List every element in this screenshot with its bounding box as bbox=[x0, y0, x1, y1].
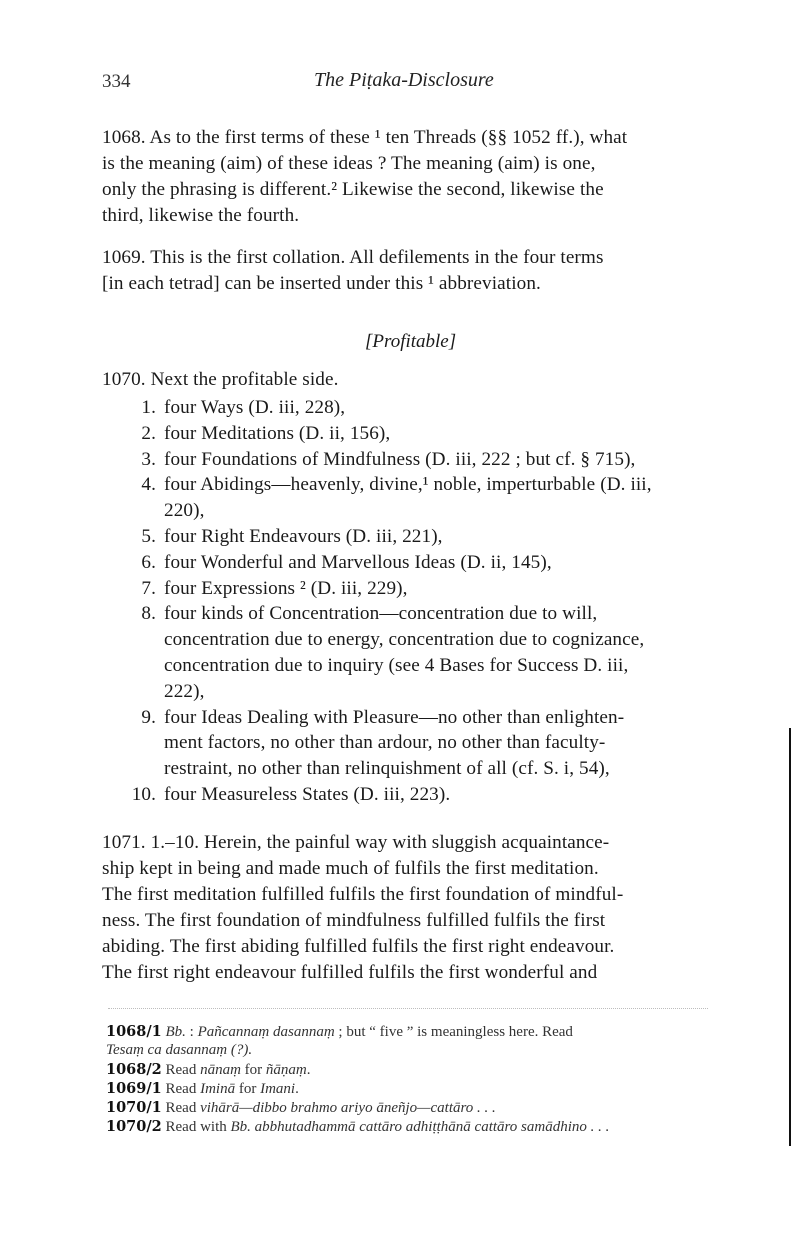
section-subheading: [Profitable] bbox=[365, 331, 457, 352]
footnote-text: for bbox=[235, 1081, 261, 1097]
running-title: The Piṭaka-Disclosure bbox=[314, 69, 494, 91]
list-item-text: 220), bbox=[164, 500, 205, 522]
footnote-italic-text: Pañcannaṃ dasannaṃ bbox=[197, 1024, 335, 1040]
footnote-italic-text: nānaṃ bbox=[200, 1062, 241, 1078]
footnote bbox=[106, 1117, 609, 1137]
list-item-text: four Foundations of Mindfulness (D. iii, 222 ; but cf. § 715), bbox=[164, 448, 636, 470]
list-item-continuation bbox=[164, 730, 605, 756]
footnote bbox=[106, 1060, 311, 1080]
list-item bbox=[126, 782, 450, 808]
list-item-number: 9. bbox=[141, 706, 156, 728]
list-item-continuation bbox=[164, 627, 644, 653]
footnote-ref: 1070/2 bbox=[106, 1118, 162, 1135]
list-item bbox=[126, 472, 652, 498]
list-item-text: four Measureless States (D. iii, 223). bbox=[164, 784, 451, 805]
footnote-italic-text: Imani bbox=[260, 1081, 296, 1097]
list-item-text: four Ideas Dealing with Pleasure—no other than enlighten- bbox=[164, 706, 625, 728]
list-item-text: 222), bbox=[164, 680, 205, 702]
footnote bbox=[106, 1079, 299, 1099]
paragraph-line: only the phrasing is different.² Likewise the second, likewise the bbox=[102, 179, 604, 200]
footnote-text: . bbox=[295, 1081, 299, 1097]
footnote-italic-text: Bb. bbox=[165, 1024, 186, 1040]
footnote-text: Read bbox=[161, 1100, 201, 1116]
list-item-text: four Ways (D. iii, 228), bbox=[164, 397, 346, 418]
page-number: 334 bbox=[102, 71, 131, 92]
footnote-text: . bbox=[306, 1062, 311, 1078]
paragraph-line: 1069. This is the first collation. All defilements in the four terms bbox=[102, 247, 604, 268]
list-item-text: four Right Endeavours (D. iii, 221), bbox=[164, 526, 443, 547]
list-item-text: ment factors, no other than ardour, no other than faculty- bbox=[164, 732, 606, 754]
list-item-number: 3. bbox=[141, 448, 156, 470]
list-item-text: four kinds of Concentration—concentration due to will, bbox=[164, 603, 598, 625]
list-item bbox=[126, 576, 408, 602]
list-item bbox=[126, 524, 443, 550]
list-item-text: four Meditations (D. ii, 156), bbox=[164, 422, 391, 444]
list-item bbox=[126, 447, 635, 473]
footnote-text: Read with bbox=[161, 1119, 231, 1135]
footnote-ref: 1070/1 bbox=[106, 1099, 162, 1116]
paragraph-line: is the meaning (aim) of these ideas ? The meaning (aim) is one, bbox=[102, 153, 596, 174]
footnote-ref: 1069/1 bbox=[106, 1080, 162, 1097]
list-item-continuation bbox=[164, 756, 610, 782]
footnote-divider bbox=[108, 1008, 708, 1009]
list-item bbox=[126, 395, 345, 421]
footnote-italic-text: vihārā—dibbo brahmo ariyo āneñjo—cattāro . . . bbox=[200, 1100, 496, 1116]
paragraph-line: abiding. The first abiding fulfilled fulfils the first right endeavour. bbox=[102, 936, 615, 957]
list-item-number: 2. bbox=[141, 422, 156, 444]
list-item-number: 8. bbox=[141, 603, 156, 625]
paragraph-line: 1068. As to the first terms of these ¹ ten Threads (§§ 1052 ff.), what bbox=[102, 127, 628, 148]
list-item-continuation bbox=[164, 679, 204, 705]
paragraph-line: ness. The first foundation of mindfulness fulfilled fulfils the first bbox=[102, 910, 606, 931]
footnote-text: Read bbox=[161, 1081, 201, 1097]
list-item-text: four Expressions ² (D. iii, 229), bbox=[164, 577, 408, 599]
list-item bbox=[126, 550, 552, 576]
list-item bbox=[126, 421, 390, 447]
footnote-continuation: Tesaṃ ca dasannaṃ (?). bbox=[106, 1042, 253, 1058]
list-item-continuation bbox=[164, 498, 204, 524]
paragraph-line: third, likewise the fourth. bbox=[102, 205, 300, 226]
paragraph-intro: 1070. Next the profitable side. bbox=[102, 369, 339, 390]
scan-edge-shadow bbox=[789, 728, 791, 1146]
footnote-text: for bbox=[240, 1062, 266, 1078]
footnote-text: Read bbox=[161, 1062, 201, 1078]
list-item-text: four Wonderful and Marvellous Ideas (D. ii, 145), bbox=[164, 551, 552, 573]
paragraph-line: 1071. 1.–10. Herein, the painful way with sluggish acquaintance- bbox=[102, 832, 610, 853]
list-item-number: 1. bbox=[141, 397, 156, 418]
footnote-italic-text: ñāṇaṃ bbox=[265, 1062, 307, 1078]
list-item-number: 10. bbox=[131, 784, 156, 805]
footnote-italic-text: abbhutadhammā cattāro adhiṭṭhānā cattāro samādhino . . . bbox=[254, 1119, 610, 1135]
paragraph-line: [in each tetrad] can be inserted under this ¹ abbreviation. bbox=[102, 273, 541, 294]
list-item-text: restraint, no other than relinquishment of all (cf. S. i, 54), bbox=[164, 758, 610, 780]
list-item-text: concentration due to inquiry (see 4 Bases for Success D. iii, bbox=[164, 655, 629, 676]
footnote-text: : bbox=[185, 1024, 198, 1040]
list-item-text: concentration due to energy, concentration due to cognizance, bbox=[164, 629, 645, 651]
list-item-number: 6. bbox=[141, 551, 156, 573]
list-item-number: 5. bbox=[141, 526, 156, 547]
footnote bbox=[106, 1098, 496, 1118]
footnote-ref: 1068/2 bbox=[106, 1061, 162, 1078]
footnote bbox=[106, 1022, 573, 1042]
list-item-text: four Abidings—heavenly, divine,¹ noble, imperturbable (D. iii, bbox=[164, 474, 652, 496]
list-item-continuation bbox=[164, 653, 628, 679]
list-item-number: 7. bbox=[141, 577, 156, 599]
paragraph-line: The first right endeavour fulfilled fulfils the first wonderful and bbox=[102, 962, 598, 983]
footnote-italic-text: Iminā bbox=[200, 1081, 236, 1097]
footnote-italic-text: Bb. bbox=[230, 1119, 251, 1135]
paragraph-line: The first meditation fulfilled fulfils the first foundation of mindful- bbox=[102, 884, 624, 905]
footnote-ref: 1068/1 bbox=[106, 1023, 162, 1040]
list-item bbox=[126, 705, 624, 731]
paragraph-line: ship kept in being and made much of fulfils the first meditation. bbox=[102, 858, 599, 879]
list-item-number: 4. bbox=[141, 474, 156, 496]
list-item bbox=[126, 601, 597, 627]
footnote-text: ; but “ five ” is meaningless here. Read bbox=[334, 1024, 573, 1040]
